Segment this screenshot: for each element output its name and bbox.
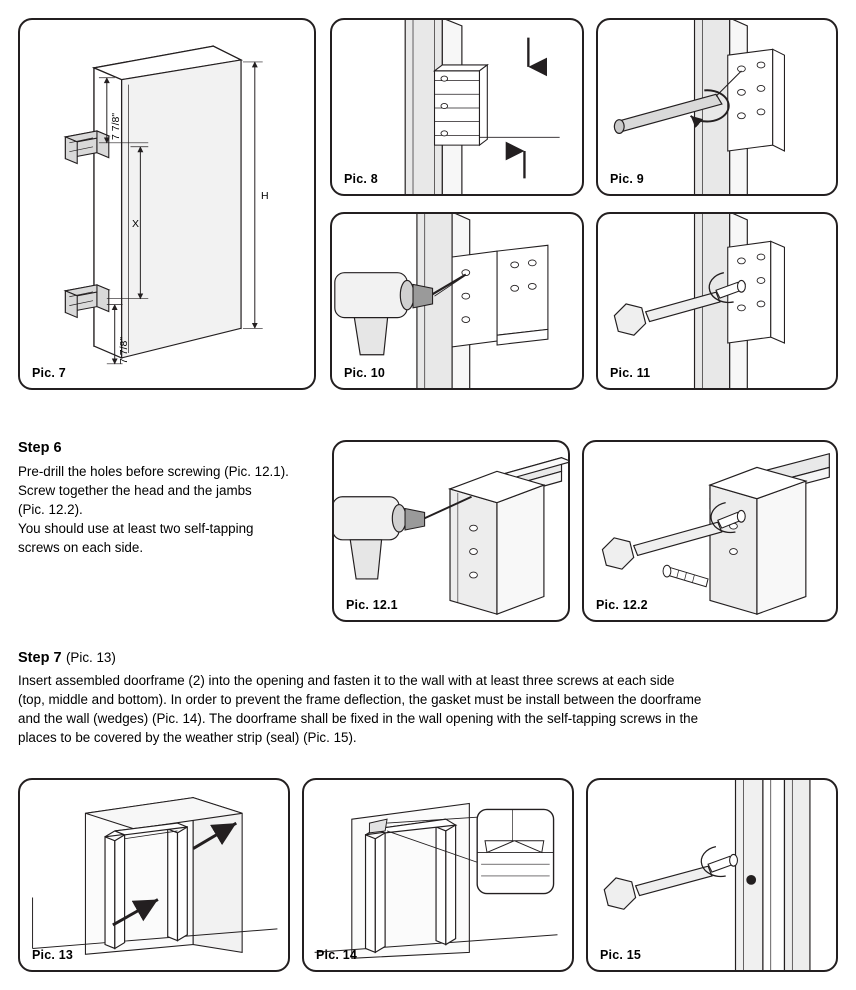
step7-text bbox=[18, 648, 840, 747]
pic14-drawing bbox=[304, 780, 572, 970]
pic7-label-top: 7 7/8" bbox=[110, 112, 122, 140]
figure-pic122 bbox=[582, 440, 838, 622]
pic11-caption: Pic. 11 bbox=[610, 366, 651, 380]
step7-line-4: places to be covered by the weather strip (seal) (Pic. 15). bbox=[18, 730, 357, 746]
pic10-drawing bbox=[332, 214, 582, 388]
pic7-label-height: H bbox=[261, 190, 269, 202]
figure-pic7 bbox=[18, 18, 316, 390]
pic122-drawing bbox=[584, 442, 836, 620]
step6-heading: Step 6 bbox=[18, 440, 62, 456]
pic13-caption: Pic. 13 bbox=[32, 948, 74, 962]
figure-pic10 bbox=[330, 212, 584, 390]
step7-line-3: and the wall (wedges) (Pic. 14). The doorframe shall be fixed in the wall opening with the self-tapping screws in the bbox=[18, 711, 699, 727]
pic10-caption: Pic. 10 bbox=[344, 366, 386, 380]
pic122-caption: Pic. 12.2 bbox=[596, 598, 648, 612]
pic121-caption: Pic. 12.1 bbox=[346, 598, 398, 612]
pic7-label-middle: X bbox=[132, 218, 140, 230]
pic7-label-bottom: 7 7/8" bbox=[118, 336, 130, 364]
step6-line-3: (Pic. 12.2). bbox=[18, 502, 83, 518]
pic14-caption: Pic. 14 bbox=[316, 948, 358, 962]
pic8-drawing bbox=[332, 20, 582, 194]
pic7-drawing bbox=[20, 20, 314, 388]
step7-heading-suffix: (Pic. 13) bbox=[65, 650, 116, 665]
pic15-drawing bbox=[588, 780, 836, 970]
step6-line-5: screws on each side. bbox=[18, 540, 144, 556]
pic121-drawing bbox=[334, 442, 568, 620]
step6-text bbox=[18, 440, 318, 557]
figure-pic121 bbox=[332, 440, 570, 622]
pic9-caption: Pic. 9 bbox=[610, 172, 644, 186]
figure-pic8 bbox=[330, 18, 584, 196]
step7-heading: Step 7 bbox=[18, 650, 62, 666]
step6-line-2: Screw together the head and the jambs bbox=[18, 483, 252, 499]
step7-line-1: Insert assembled doorframe (2) into the opening and fasten it to the wall with at least three screws at each side bbox=[18, 673, 675, 689]
step6-line-1: Pre-drill the holes before screwing (Pic. 12.1). bbox=[18, 464, 289, 479]
step6-line-4: You should use at least two self-tapping bbox=[18, 521, 254, 537]
pic13-drawing bbox=[20, 780, 288, 970]
figure-pic11 bbox=[596, 212, 838, 390]
pic15-caption: Pic. 15 bbox=[600, 948, 642, 962]
figure-pic15 bbox=[586, 778, 838, 972]
pic11-drawing bbox=[598, 214, 836, 388]
figure-pic13 bbox=[18, 778, 290, 972]
figure-pic14 bbox=[302, 778, 574, 972]
pic7-caption: Pic. 7 bbox=[32, 366, 66, 380]
pic9-drawing bbox=[598, 20, 836, 194]
pic8-caption: Pic. 8 bbox=[344, 172, 378, 186]
step7-heading-row bbox=[18, 648, 840, 667]
step7-line-2: (top, middle and bottom). In order to prevent the frame deflection, the gasket must be install between the doorframe bbox=[18, 692, 702, 708]
figure-pic9 bbox=[596, 18, 838, 196]
